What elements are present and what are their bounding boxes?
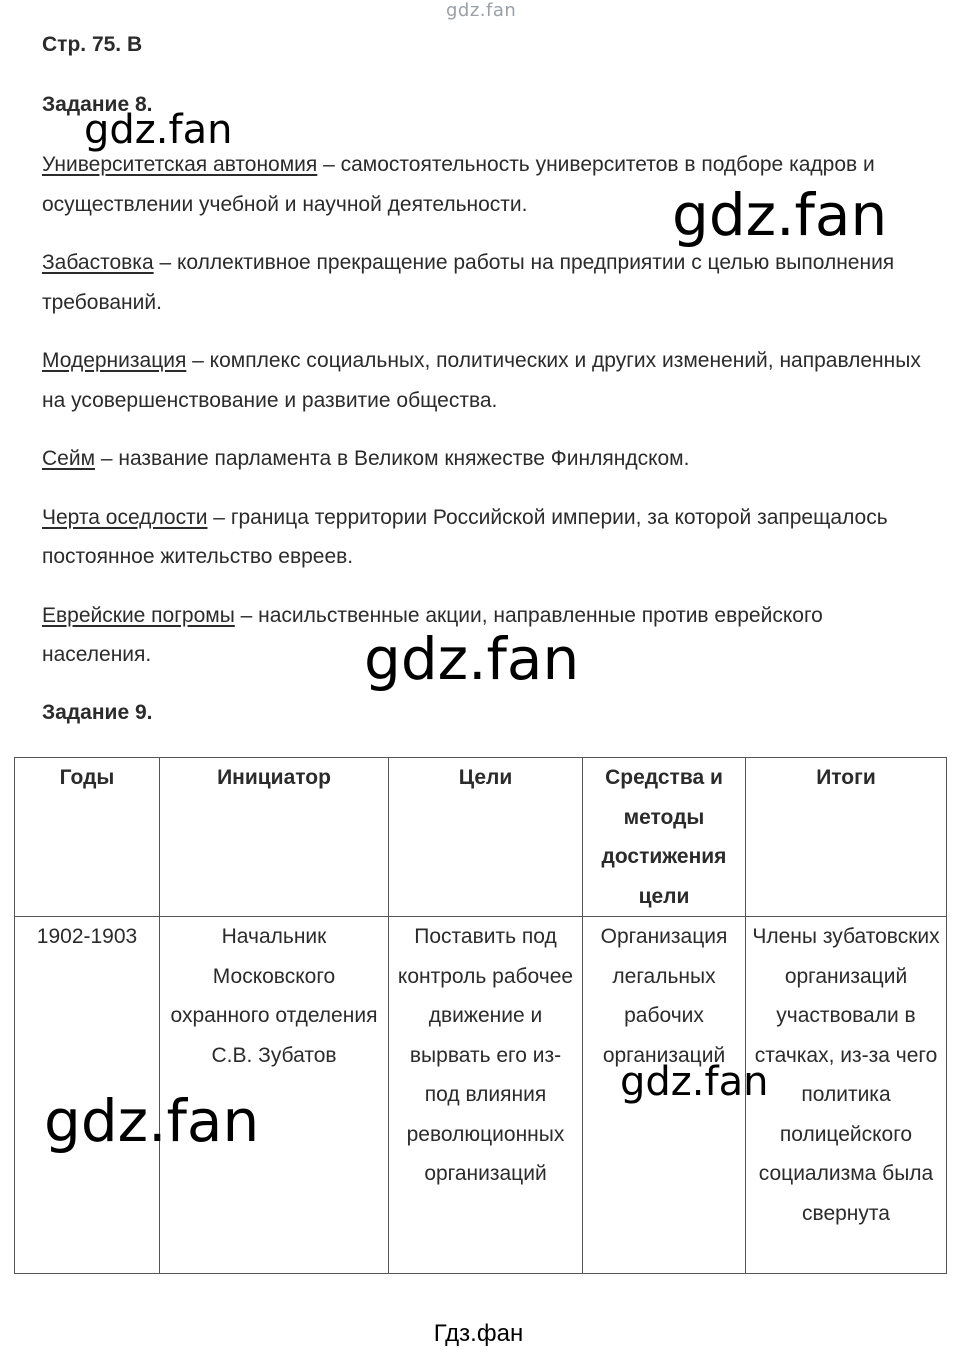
watermark-small: gdz.fan (84, 107, 233, 153)
definition-term: Университетская автономия (42, 153, 318, 176)
definition-term: Еврейские погромы (42, 603, 235, 627)
definition-text: – коллективное прекращение работы на предприятии с целью выполнения требований. (42, 251, 895, 314)
header-years: Годы (15, 758, 160, 917)
top-watermark: gdz.fan (446, 0, 517, 21)
definition-term: Модернизация (42, 349, 187, 372)
definition-text: – насильственные акции, направленные против еврейского населения. (42, 603, 823, 666)
header-methods: Средства и методы достижения цели (583, 758, 746, 917)
cell-goals: Поставить под контроль рабочее движение и вырвать его из-под влияния революционных организаций (389, 917, 583, 1274)
task-9-table (14, 757, 947, 1274)
footer-watermark: Гдз.фан (433, 1320, 524, 1347)
cell-years: 1902-1903 (15, 917, 160, 1274)
cell-results: Члены зубатовских организаций участвовали в стачках, из-за чего политика полицейского социализма была свернута (746, 917, 947, 1274)
definition-term: Забастовка (42, 251, 154, 274)
definition-text: – самостоятельность университетов в подборе кадров и осуществлении учебной и научной деятельности. (42, 153, 875, 216)
definition-term: Черта оседлости (42, 505, 208, 529)
definition-text: – название парламента в Великом княжестве Финляндском. (95, 447, 690, 470)
page-reference: Стр. 75. В (42, 33, 143, 56)
cell-methods: Организация легальных рабочих организаций (583, 917, 746, 1274)
header-results: Итоги (746, 758, 947, 917)
task-9-heading: Задание 9. (42, 701, 153, 724)
definition-item (42, 439, 922, 479)
definition-item (42, 341, 922, 420)
watermark-table-right: gdz.fan (620, 1059, 769, 1105)
table-header-row (15, 758, 947, 917)
header-goals: Цели (389, 758, 583, 917)
cell-initiator: Начальник Московского охранного отделения С.В. Зубатов (160, 917, 389, 1274)
definition-text: – граница территории Российской империи, за которой запрещалось постоянное жительство евреев. (42, 505, 888, 568)
watermark-large: gdz.fan (672, 181, 888, 249)
definition-item (42, 498, 922, 577)
header-initiator: Инициатор (160, 758, 389, 917)
watermark-middle: gdz.fan (364, 625, 580, 693)
definition-item (42, 243, 922, 322)
task-8-heading: Задание 8. (42, 93, 153, 116)
definition-text: – комплекс социальных, политических и других изменений, направленных на усовершенствование и развитие общества. (42, 349, 921, 412)
watermark-table-left: gdz.fan (44, 1087, 260, 1155)
definition-term: Сейм (42, 447, 96, 470)
